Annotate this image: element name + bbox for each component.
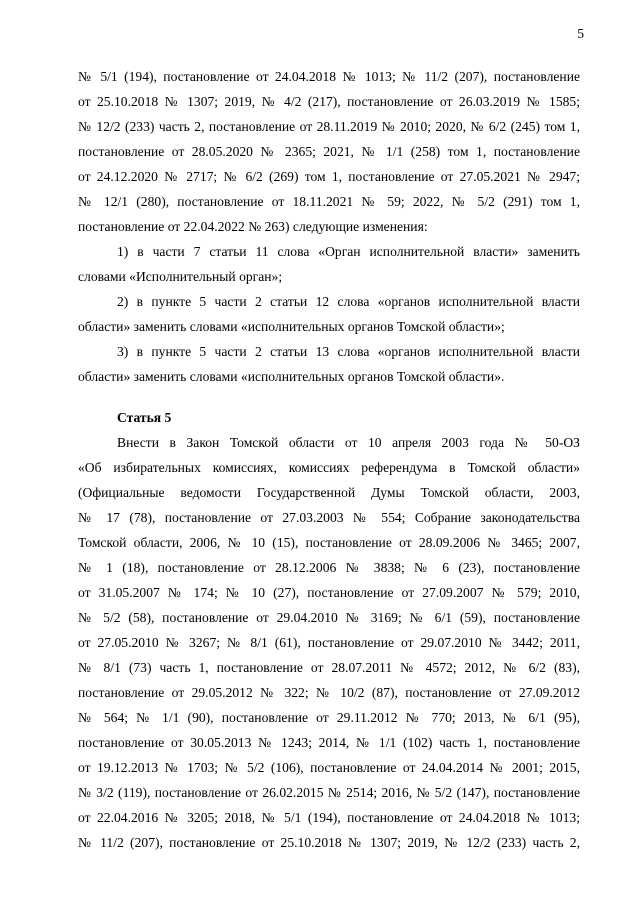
list-item-3-line: 3) в пункте 5 части 2 статьи 13 слова «органов исполнительной власти [117,344,580,359]
paragraph-line: № 12/2 (233) часть 2, постановление от 28.11.2019 № 2010; 2020, № 6/2 (245) том 1, [78,119,580,134]
article-line: Томской области, 2006, № 10 (15), постановление от 28.09.2006 № 3465; 2007, [78,535,580,550]
list-item-2-line: 2) в пункте 5 части 2 статьи 12 слова «органов исполнительной власти [117,294,580,309]
paragraph-line: от 25.10.2018 № 1307; 2019, № 4/2 (217), постановление от 26.03.2019 № 1585; [78,94,580,109]
paragraph-line: от 24.12.2020 № 2717; № 6/2 (269) том 1, постановление от 27.05.2021 № 2947; [78,169,580,184]
list-item-3-line: области» заменить словами «исполнительных органов Томской области». [78,369,505,384]
article-line: от 27.05.2010 № 3267; № 8/1 (61), постановление от 29.07.2010 № 3442; 2011, [78,635,580,650]
article-line: от 19.12.2013 № 1703; № 5/2 (106), постановление от 24.04.2014 № 2001; 2015, [78,760,580,775]
list-item-2-line: области» заменить словами «исполнительных органов Томской области»; [78,319,505,334]
paragraph-line: № 12/1 (280), постановление от 18.11.2021 № 59; 2022, № 5/2 (291) том 1, [78,194,580,209]
article-line: (Официальные ведомости Государственной Думы Томской области, 2003, [78,485,580,500]
list-item-1-line: словами «Исполнительный орган»; [78,269,283,284]
article-line: постановление от 29.05.2012 № 322; № 10/2 (87), постановление от 27.09.2012 [78,685,580,700]
article-line: Внести в Закон Томской области от 10 апреля 2003 года № 50-ОЗ [117,435,580,450]
article-line: «Об избирательных комиссиях, комиссиях референдума в Томской области» [78,460,580,475]
paragraph-line: постановление от 28.05.2020 № 2365; 2021, № 1/1 (258) том 1, постановление [78,144,580,159]
article-line: № 11/2 (207), постановление от 25.10.2018 № 1307; 2019, № 12/2 (233) часть 2, [78,835,580,850]
article-line: № 17 (78), постановление от 27.03.2003 № 554; Собрание законодательства [78,510,580,525]
article-line: № 564; № 1/1 (90), постановление от 29.11.2012 № 770; 2013, № 6/1 (95), [78,710,580,725]
article-line: № 1 (18), постановление от 28.12.2006 № 3838; № 6 (23), постановление [78,560,580,575]
article-line: от 22.04.2016 № 3205; 2018, № 5/1 (194), постановление от 24.04.2018 № 1013; [78,810,580,825]
list-item-1-line: 1) в части 7 статьи 11 слова «Орган исполнительной власти» заменить [117,244,580,259]
article-line: № 3/2 (119), постановление от 26.02.2015 № 2514; 2016, № 5/2 (147), постановление [78,785,580,800]
article-line: постановление от 30.05.2013 № 1243; 2014, № 1/1 (102) часть 1, постановление [78,735,580,750]
article-line: № 8/1 (73) часть 1, постановление от 28.07.2011 № 4572; 2012, № 6/2 (83), [78,660,580,675]
paragraph-line: постановление от 22.04.2022 № 263) следующие изменения: [78,219,428,234]
article-line: № 5/2 (58), постановление от 29.04.2010 № 3169; № 6/1 (59), постановление [78,610,580,625]
paragraph-line: № 5/1 (194), постановление от 24.04.2018 № 1013; № 11/2 (207), постановление [78,69,580,84]
article-line: от 31.05.2007 № 174; № 10 (27), постановление от 27.09.2007 № 579; 2010, [78,585,580,600]
article-heading: Статья 5 [117,410,172,425]
page-number: 5 [577,26,584,41]
